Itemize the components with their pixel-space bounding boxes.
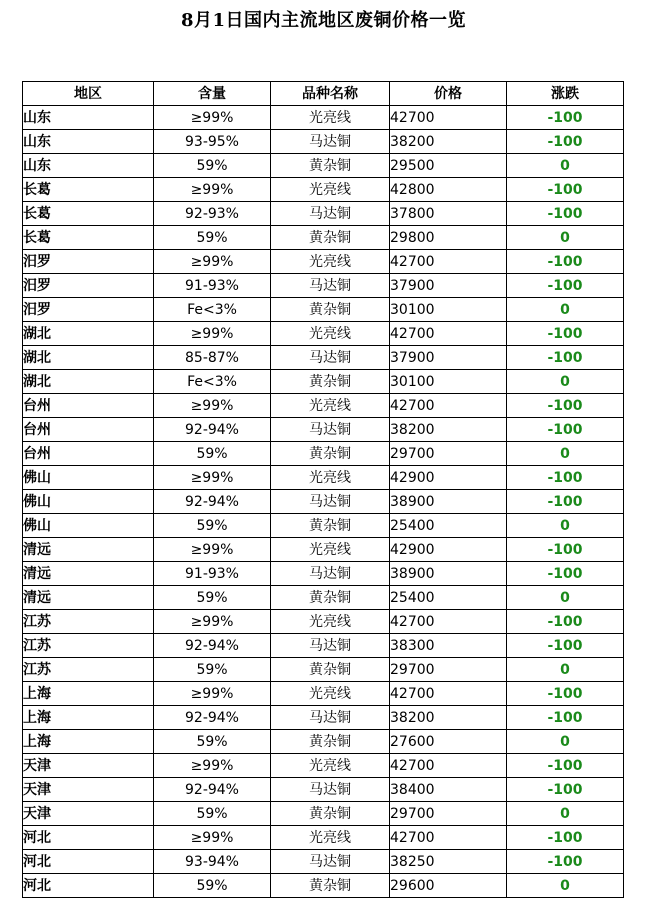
cell-price: 38400 bbox=[390, 778, 507, 802]
cell-price: 38200 bbox=[390, 418, 507, 442]
cell-price: 42700 bbox=[390, 322, 507, 346]
cell-price: 25400 bbox=[390, 586, 507, 610]
cell-change: 0 bbox=[507, 226, 624, 250]
cell-content: 59% bbox=[154, 586, 271, 610]
cell-region: 山东 bbox=[23, 130, 154, 154]
table-row bbox=[23, 298, 624, 322]
cell-region: 上海 bbox=[23, 682, 154, 706]
cell-variety: 黄杂铜 bbox=[271, 730, 390, 754]
table-row bbox=[23, 730, 624, 754]
cell-content: 91-93% bbox=[154, 562, 271, 586]
cell-variety: 光亮线 bbox=[271, 466, 390, 490]
cell-content: ≥99% bbox=[154, 394, 271, 418]
cell-region: 河北 bbox=[23, 826, 154, 850]
table-row bbox=[23, 130, 624, 154]
cell-content: 93-94% bbox=[154, 850, 271, 874]
cell-variety: 马达铜 bbox=[271, 778, 390, 802]
cell-change: 0 bbox=[507, 658, 624, 682]
cell-variety: 黄杂铜 bbox=[271, 658, 390, 682]
cell-variety: 黄杂铜 bbox=[271, 298, 390, 322]
table-row bbox=[23, 778, 624, 802]
cell-region: 台州 bbox=[23, 418, 154, 442]
table-row bbox=[23, 562, 624, 586]
cell-change: -100 bbox=[507, 106, 624, 130]
table-header-row bbox=[23, 82, 624, 106]
cell-change: -100 bbox=[507, 562, 624, 586]
cell-region: 江苏 bbox=[23, 610, 154, 634]
cell-price: 38300 bbox=[390, 634, 507, 658]
cell-variety: 黄杂铜 bbox=[271, 874, 390, 898]
cell-variety: 马达铜 bbox=[271, 274, 390, 298]
cell-content: Fe<3% bbox=[154, 370, 271, 394]
cell-variety: 马达铜 bbox=[271, 562, 390, 586]
cell-variety: 光亮线 bbox=[271, 538, 390, 562]
cell-change: -100 bbox=[507, 850, 624, 874]
cell-change: 0 bbox=[507, 370, 624, 394]
cell-price: 29600 bbox=[390, 874, 507, 898]
cell-price: 38900 bbox=[390, 490, 507, 514]
cell-region: 佛山 bbox=[23, 466, 154, 490]
cell-change: -100 bbox=[507, 682, 624, 706]
cell-content: ≥99% bbox=[154, 682, 271, 706]
table-row bbox=[23, 538, 624, 562]
cell-price: 38200 bbox=[390, 706, 507, 730]
cell-region: 台州 bbox=[23, 394, 154, 418]
price-table bbox=[22, 81, 624, 898]
cell-price: 38250 bbox=[390, 850, 507, 874]
table-row bbox=[23, 226, 624, 250]
table-row bbox=[23, 802, 624, 826]
cell-region: 长葛 bbox=[23, 178, 154, 202]
cell-change: 0 bbox=[507, 514, 624, 538]
cell-variety: 黄杂铜 bbox=[271, 226, 390, 250]
cell-content: 59% bbox=[154, 442, 271, 466]
table-row bbox=[23, 442, 624, 466]
cell-variety: 马达铜 bbox=[271, 130, 390, 154]
cell-variety: 光亮线 bbox=[271, 322, 390, 346]
table-row bbox=[23, 202, 624, 226]
cell-variety: 黄杂铜 bbox=[271, 442, 390, 466]
cell-change: -100 bbox=[507, 778, 624, 802]
cell-change: -100 bbox=[507, 634, 624, 658]
cell-change: 0 bbox=[507, 442, 624, 466]
cell-region: 清远 bbox=[23, 562, 154, 586]
cell-change: 0 bbox=[507, 154, 624, 178]
cell-price: 42700 bbox=[390, 826, 507, 850]
cell-price: 37900 bbox=[390, 274, 507, 298]
table-row bbox=[23, 586, 624, 610]
cell-variety: 马达铜 bbox=[271, 634, 390, 658]
table-row bbox=[23, 274, 624, 298]
cell-change: 0 bbox=[507, 298, 624, 322]
cell-price: 42700 bbox=[390, 106, 507, 130]
cell-content: ≥99% bbox=[154, 538, 271, 562]
cell-change: -100 bbox=[507, 322, 624, 346]
cell-price: 29700 bbox=[390, 442, 507, 466]
table-row bbox=[23, 346, 624, 370]
cell-change: 0 bbox=[507, 730, 624, 754]
table-row bbox=[23, 514, 624, 538]
cell-content: 59% bbox=[154, 802, 271, 826]
table-row bbox=[23, 826, 624, 850]
cell-region: 上海 bbox=[23, 706, 154, 730]
table-row bbox=[23, 322, 624, 346]
cell-change: 0 bbox=[507, 874, 624, 898]
cell-region: 湖北 bbox=[23, 322, 154, 346]
cell-region: 江苏 bbox=[23, 634, 154, 658]
cell-price: 29700 bbox=[390, 658, 507, 682]
cell-region: 湖北 bbox=[23, 346, 154, 370]
cell-change: -100 bbox=[507, 394, 624, 418]
cell-region: 山东 bbox=[23, 154, 154, 178]
cell-price: 29700 bbox=[390, 802, 507, 826]
table-row bbox=[23, 106, 624, 130]
cell-content: 92-94% bbox=[154, 490, 271, 514]
cell-content: 59% bbox=[154, 514, 271, 538]
table-row bbox=[23, 754, 624, 778]
cell-content: 93-95% bbox=[154, 130, 271, 154]
cell-change: -100 bbox=[507, 130, 624, 154]
cell-variety: 黄杂铜 bbox=[271, 154, 390, 178]
cell-content: 59% bbox=[154, 730, 271, 754]
cell-variety: 光亮线 bbox=[271, 394, 390, 418]
table-row bbox=[23, 706, 624, 730]
cell-region: 天津 bbox=[23, 802, 154, 826]
table-body bbox=[23, 106, 624, 898]
header-content: 含量 bbox=[154, 82, 271, 106]
cell-region: 河北 bbox=[23, 874, 154, 898]
table-row bbox=[23, 490, 624, 514]
table-row bbox=[23, 874, 624, 898]
cell-region: 汨罗 bbox=[23, 274, 154, 298]
cell-variety: 黄杂铜 bbox=[271, 514, 390, 538]
header-price: 价格 bbox=[390, 82, 507, 106]
cell-change: -100 bbox=[507, 418, 624, 442]
cell-price: 37900 bbox=[390, 346, 507, 370]
cell-variety: 马达铜 bbox=[271, 490, 390, 514]
cell-content: ≥99% bbox=[154, 250, 271, 274]
cell-region: 佛山 bbox=[23, 490, 154, 514]
cell-content: ≥99% bbox=[154, 610, 271, 634]
page-title: 8月1日国内主流地区废铜价格一览 bbox=[180, 10, 467, 31]
cell-content: 59% bbox=[154, 226, 271, 250]
cell-content: 92-94% bbox=[154, 634, 271, 658]
cell-region: 江苏 bbox=[23, 658, 154, 682]
cell-region: 河北 bbox=[23, 850, 154, 874]
cell-variety: 马达铜 bbox=[271, 706, 390, 730]
cell-price: 29800 bbox=[390, 226, 507, 250]
cell-price: 42900 bbox=[390, 466, 507, 490]
header-change: 涨跌 bbox=[507, 82, 624, 106]
cell-region: 长葛 bbox=[23, 202, 154, 226]
cell-price: 37800 bbox=[390, 202, 507, 226]
cell-price: 42700 bbox=[390, 754, 507, 778]
table-row bbox=[23, 154, 624, 178]
cell-change: -100 bbox=[507, 610, 624, 634]
header-region: 地区 bbox=[23, 82, 154, 106]
cell-content: 85-87% bbox=[154, 346, 271, 370]
cell-price: 42700 bbox=[390, 682, 507, 706]
cell-variety: 马达铜 bbox=[271, 850, 390, 874]
cell-variety: 马达铜 bbox=[271, 418, 390, 442]
cell-change: -100 bbox=[507, 178, 624, 202]
table-row bbox=[23, 370, 624, 394]
cell-change: -100 bbox=[507, 538, 624, 562]
cell-content: Fe<3% bbox=[154, 298, 271, 322]
cell-content: 92-94% bbox=[154, 706, 271, 730]
table-row bbox=[23, 658, 624, 682]
cell-content: 92-93% bbox=[154, 202, 271, 226]
cell-region: 天津 bbox=[23, 778, 154, 802]
cell-content: 59% bbox=[154, 874, 271, 898]
cell-price: 42900 bbox=[390, 538, 507, 562]
cell-region: 山东 bbox=[23, 106, 154, 130]
cell-change: -100 bbox=[507, 754, 624, 778]
cell-variety: 光亮线 bbox=[271, 178, 390, 202]
cell-price: 29500 bbox=[390, 154, 507, 178]
cell-change: -100 bbox=[507, 706, 624, 730]
cell-content: 91-93% bbox=[154, 274, 271, 298]
table-row bbox=[23, 250, 624, 274]
cell-change: -100 bbox=[507, 202, 624, 226]
cell-region: 汨罗 bbox=[23, 298, 154, 322]
cell-content: 92-94% bbox=[154, 778, 271, 802]
cell-region: 清远 bbox=[23, 538, 154, 562]
cell-price: 42700 bbox=[390, 610, 507, 634]
cell-region: 汨罗 bbox=[23, 250, 154, 274]
cell-change: -100 bbox=[507, 826, 624, 850]
cell-price: 27600 bbox=[390, 730, 507, 754]
cell-price: 25400 bbox=[390, 514, 507, 538]
cell-variety: 黄杂铜 bbox=[271, 586, 390, 610]
cell-price: 30100 bbox=[390, 370, 507, 394]
cell-price: 38900 bbox=[390, 562, 507, 586]
cell-variety: 黄杂铜 bbox=[271, 802, 390, 826]
table-row bbox=[23, 466, 624, 490]
cell-content: ≥99% bbox=[154, 106, 271, 130]
cell-variety: 光亮线 bbox=[271, 682, 390, 706]
cell-price: 38200 bbox=[390, 130, 507, 154]
cell-price: 42700 bbox=[390, 250, 507, 274]
cell-change: 0 bbox=[507, 802, 624, 826]
cell-content: ≥99% bbox=[154, 826, 271, 850]
table-row bbox=[23, 394, 624, 418]
cell-content: 92-94% bbox=[154, 418, 271, 442]
cell-variety: 马达铜 bbox=[271, 346, 390, 370]
cell-change: -100 bbox=[507, 490, 624, 514]
cell-region: 佛山 bbox=[23, 514, 154, 538]
cell-change: -100 bbox=[507, 250, 624, 274]
cell-variety: 光亮线 bbox=[271, 610, 390, 634]
cell-region: 上海 bbox=[23, 730, 154, 754]
cell-variety: 光亮线 bbox=[271, 826, 390, 850]
cell-content: ≥99% bbox=[154, 466, 271, 490]
table-row bbox=[23, 634, 624, 658]
header-variety: 品种名称 bbox=[271, 82, 390, 106]
cell-price: 42800 bbox=[390, 178, 507, 202]
cell-content: ≥99% bbox=[154, 754, 271, 778]
table-row bbox=[23, 610, 624, 634]
cell-variety: 光亮线 bbox=[271, 106, 390, 130]
cell-region: 天津 bbox=[23, 754, 154, 778]
cell-region: 台州 bbox=[23, 442, 154, 466]
cell-change: 0 bbox=[507, 586, 624, 610]
cell-variety: 光亮线 bbox=[271, 754, 390, 778]
cell-variety: 黄杂铜 bbox=[271, 370, 390, 394]
cell-variety: 马达铜 bbox=[271, 202, 390, 226]
cell-content: 59% bbox=[154, 658, 271, 682]
cell-content: 59% bbox=[154, 154, 271, 178]
table-row bbox=[23, 850, 624, 874]
table-row bbox=[23, 178, 624, 202]
cell-region: 清远 bbox=[23, 586, 154, 610]
cell-change: -100 bbox=[507, 274, 624, 298]
cell-price: 42700 bbox=[390, 394, 507, 418]
cell-content: ≥99% bbox=[154, 322, 271, 346]
cell-change: -100 bbox=[507, 466, 624, 490]
cell-price: 30100 bbox=[390, 298, 507, 322]
cell-content: ≥99% bbox=[154, 178, 271, 202]
cell-region: 长葛 bbox=[23, 226, 154, 250]
cell-region: 湖北 bbox=[23, 370, 154, 394]
cell-change: -100 bbox=[507, 346, 624, 370]
table-row bbox=[23, 418, 624, 442]
cell-variety: 光亮线 bbox=[271, 250, 390, 274]
table-row bbox=[23, 682, 624, 706]
